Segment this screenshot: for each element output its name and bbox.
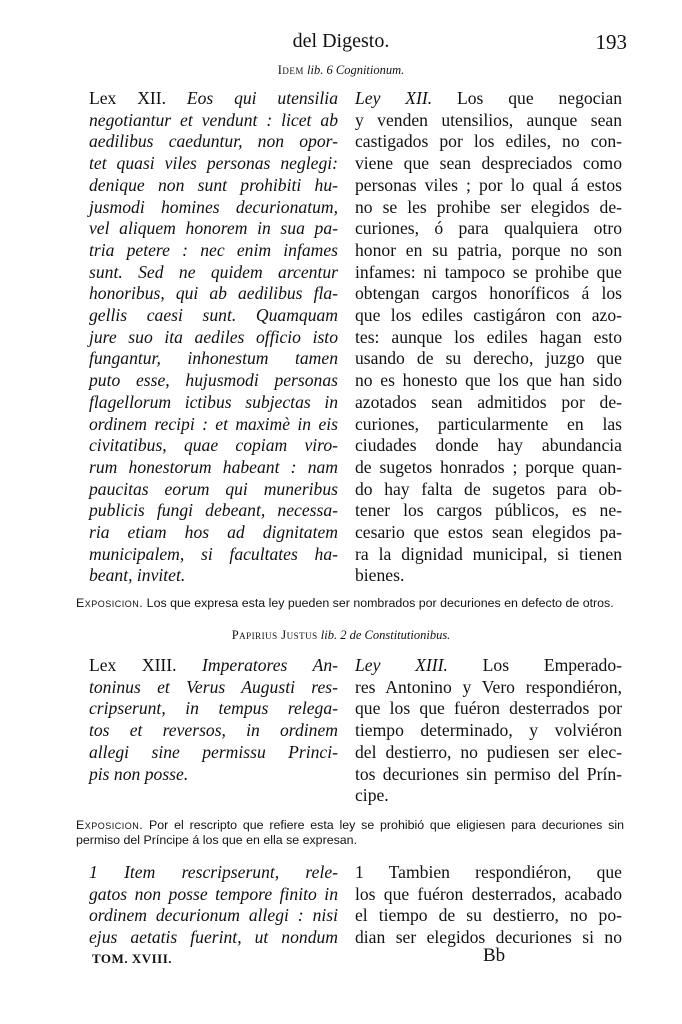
text-line: tener los cargos públicos, es ne- (355, 500, 622, 521)
lex-12-spanish-text (355, 88, 622, 110)
text-line: civitatibus, quae copiam viro- (89, 435, 338, 456)
text-line: ciudades donde hay abundancia (355, 435, 622, 456)
text-line: bienes. (355, 565, 405, 586)
paragraph-1-spanish (355, 862, 622, 949)
law-text-start: Eos qui utensilia (166, 88, 338, 108)
text-line: azotados sean admitidos por de- (355, 391, 622, 412)
text-line: no se les prohibe ser elegidos de- (355, 196, 622, 217)
text-line: infames: ni tampoco se prohibe que (355, 261, 622, 282)
text-line: que los ediles castigáron con azo- (355, 305, 622, 326)
lex-13-latin-body (89, 677, 338, 786)
text-line: cripserunt, in tempus relega- (89, 698, 338, 719)
text-line: aedilibus caeduntur, non opor- (89, 131, 338, 152)
text-line: jusmodi homines decurionatum, (89, 196, 338, 217)
lex-13-latin-text (89, 655, 338, 677)
lex-13-spanish-body (355, 677, 622, 807)
text-line: los que fuéron desterrados, acabado (355, 883, 622, 904)
page-number: 193 (595, 30, 627, 54)
source-author: Papirius Justus (231, 628, 318, 642)
lex-13-spanish-text (355, 655, 622, 677)
text-line: dian ser elegidos decuriones si no (355, 927, 622, 948)
text-line: tria petere : nec enim infames (89, 239, 338, 260)
lex-12-latin-body (89, 110, 338, 587)
law-heading: Ley XIII. (355, 655, 448, 675)
paragraph-1-latin (89, 862, 338, 949)
text-line: ra la dignidad municipal, si tienen (355, 543, 622, 564)
text-line: tes: aunque los ediles hagan esto (355, 326, 622, 347)
text-line: no es honesto que los que han sido (355, 370, 622, 391)
text-line: del destierro, no pudiesen ser elec- (355, 741, 622, 762)
text-line: denique non sunt prohibiti hu- (89, 174, 338, 195)
source-work: lib. 2 de Constitutionibus. (320, 628, 451, 642)
text-line: castigados por los ediles, no con- (355, 131, 622, 152)
text-line: tiempo determinado, y volviéron (355, 720, 622, 741)
source-citation-2 (0, 628, 682, 643)
text-line: usando de su derecho, juzgo que (355, 348, 622, 369)
text-line: ejus aetatis fuerint, ut nondum (89, 927, 338, 948)
text-line: toninus et Verus Augusti res- (89, 676, 338, 697)
text-line: ordinem recipi : et maximè in eis (89, 413, 338, 434)
text-line: rum honestorum habeant : nam (89, 456, 338, 477)
exposicion-text: Por el rescripto que refiere esta ley se prohibió que eligiesen para decuriones sin permiso del Príncipe á los que en ella se expresan. (76, 818, 624, 847)
text-line: municipalem, si facultates ha- (89, 543, 338, 564)
text-line: publicis fungi debeant, necessa- (89, 500, 338, 521)
text-line: tos et reversos, in ordinem (89, 720, 338, 741)
lex-12-spanish-body (355, 110, 622, 587)
text-line: gatos non posse tempore finito in (89, 883, 338, 904)
text-line: viene que sean despreciados como (355, 153, 622, 174)
text-line: personas viles ; por lo qual á estos (355, 174, 622, 195)
text-line (89, 88, 338, 110)
text-line: ordinem decurionum allegi : nisi (89, 905, 338, 926)
text-line: sunt. Sed ne quidem arcentur (89, 261, 338, 282)
text-line: 1 Tambien respondiéron, que (355, 862, 622, 882)
text-line: jure suo ita aediles officio isto (89, 326, 338, 347)
text-line: y venden utensilios, aunque sean (355, 109, 622, 130)
lex-12-latin-text (89, 88, 338, 110)
text-line: gellis caesi sunt. Quamquam (89, 305, 338, 326)
text-line: tos decuriones sin permiso del Prín- (355, 763, 622, 784)
text-line: curiones, ó para qualquiera otro (355, 218, 622, 239)
text-line: honoribus, qui ab aedilibus fla- (89, 283, 338, 304)
text-line: paucitas eorum qui muneribus (89, 478, 338, 499)
text-line: pis non posse. (89, 763, 189, 784)
law-text-start: Los que negocian (432, 88, 622, 108)
text-line: cipe. (355, 785, 389, 806)
text-line: do hay falta de sugetos para ob- (355, 478, 622, 499)
law-text-start: Los Emperado- (447, 655, 622, 675)
text-line: negotiantur et vendunt : licet ab (89, 109, 338, 130)
text-line (355, 88, 622, 110)
exposicion-text: Los que expresa esta ley pueden ser nombrados por decuriones en defecto de otros. (146, 596, 614, 610)
text-line: ria etiam hos ad dignitatem (89, 522, 338, 543)
text-line: 1 Item rescripserunt, rele- (89, 862, 338, 882)
signature-mark: Bb (483, 945, 506, 966)
text-line: res Antonino y Vero respondiéron, (355, 676, 622, 697)
volume-marker: TOM. XVIII. (92, 951, 173, 966)
page-title: del Digesto. (292, 30, 390, 52)
exposicion-label: Exposicion. (76, 596, 144, 610)
text-line: beant, invitet. (89, 565, 186, 586)
text-line: fungantur, inhonestum tamen (89, 348, 338, 369)
text-line: obtengan cargos honoríficos á los (355, 283, 622, 304)
text-line: que los que fuéron desterrados por (355, 698, 622, 719)
text-line: el tiempo de su destierro, no po- (355, 905, 622, 926)
running-head (0, 30, 682, 56)
source-author: Idem (277, 63, 304, 77)
law-heading: Lex XII. (89, 88, 167, 108)
text-line: cesario que estos sean elegidos pa- (355, 522, 622, 543)
text-line: flagellorum ictibus subjectas in (89, 391, 338, 412)
law-text-start: Imperatores An- (176, 655, 338, 675)
source-work: lib. 6 Cognitionum. (307, 63, 405, 77)
text-line (355, 655, 622, 677)
exposicion-2 (76, 818, 624, 848)
exposicion-label: Exposicion. (76, 818, 144, 832)
exposicion-1 (76, 596, 624, 611)
text-line: honor en su patria, porque no son (355, 239, 622, 260)
text-line: tet quasi viles personas neglegi: (89, 153, 338, 174)
law-heading: Ley XII. (355, 88, 433, 108)
text-line: de sugetos honrados ; porque quan- (355, 456, 622, 477)
text-line: puto esse, hujusmodi personas (89, 370, 338, 391)
text-line: allegi sine permissu Princi- (89, 741, 338, 762)
source-citation-1 (0, 63, 682, 78)
text-line (89, 655, 338, 677)
text-line: curiones, particularmente en las (355, 413, 622, 434)
text-line: vel aliquem honorem in sua pa- (89, 218, 338, 239)
law-heading: Lex XIII. (89, 655, 177, 675)
